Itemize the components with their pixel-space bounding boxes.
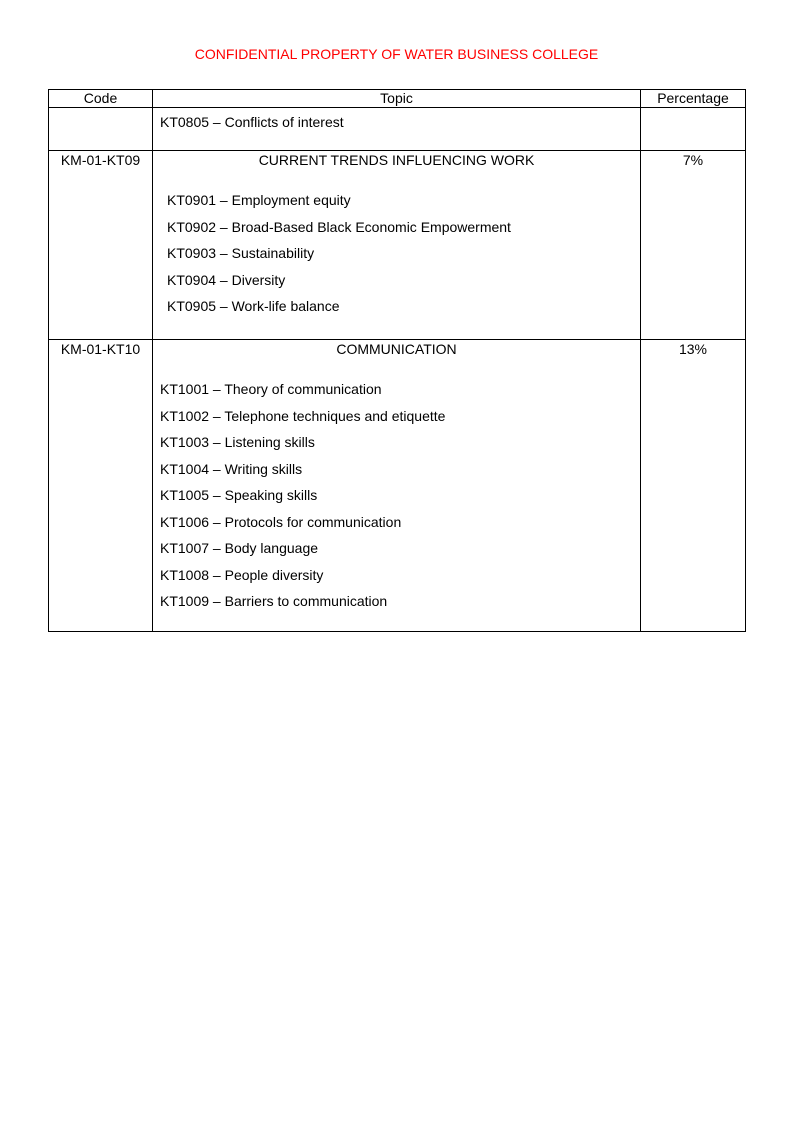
module-code [49, 108, 153, 151]
topic-item: KT0901 – Employment equity [167, 192, 351, 208]
module-percentage: 7% [641, 151, 746, 340]
topic-item: KT1008 – People diversity [160, 566, 324, 583]
table-row [49, 340, 746, 632]
topic-item: KT1007 – Body language [160, 540, 319, 556]
topic-list [153, 168, 640, 320]
module-percentage [641, 108, 746, 151]
topic-cell [153, 108, 641, 151]
topic-item: KT0902 – Broad-Based Black Economic Empowerment [167, 218, 511, 235]
confidential-header: CONFIDENTIAL PROPERTY OF WATER BUSINESS COLLEGE [194, 46, 599, 62]
module-heading: COMMUNICATION [336, 341, 457, 357]
topic-item: KT1006 – Protocols for communication [160, 513, 402, 530]
module-code: KM-01-KT09 [49, 151, 153, 340]
topic-item: KT1009 – Barriers to communication [160, 593, 388, 609]
topic-item: KT1001 – Theory of communication [160, 381, 382, 397]
module-percentage: 13% [641, 340, 746, 632]
topic-list [153, 357, 640, 615]
topic-list [153, 108, 640, 134]
table-row [49, 108, 746, 151]
topic-item: KT0905 – Work-life balance [167, 298, 340, 314]
topic-item: KT1004 – Writing skills [160, 460, 303, 477]
table-header-row [49, 90, 746, 108]
topic-item: KT1005 – Speaking skills [160, 487, 318, 503]
column-header-percentage: Percentage [641, 90, 746, 108]
topic-item: KT1003 – Listening skills [160, 434, 315, 450]
curriculum-table [48, 89, 746, 632]
topic-item: KT0805 – Conflicts of interest [160, 114, 344, 130]
table-row [49, 151, 746, 340]
column-header-topic: Topic [153, 90, 641, 108]
topic-item: KT0904 – Diversity [167, 271, 286, 288]
topic-cell [153, 340, 641, 632]
column-header-code: Code [49, 90, 153, 108]
topic-cell [153, 151, 641, 340]
module-code: KM-01-KT10 [49, 340, 153, 632]
topic-item: KT1002 – Telephone techniques and etiquette [160, 407, 446, 424]
module-heading: CURRENT TRENDS INFLUENCING WORK [258, 152, 535, 168]
topic-item: KT0903 – Sustainability [167, 245, 315, 261]
